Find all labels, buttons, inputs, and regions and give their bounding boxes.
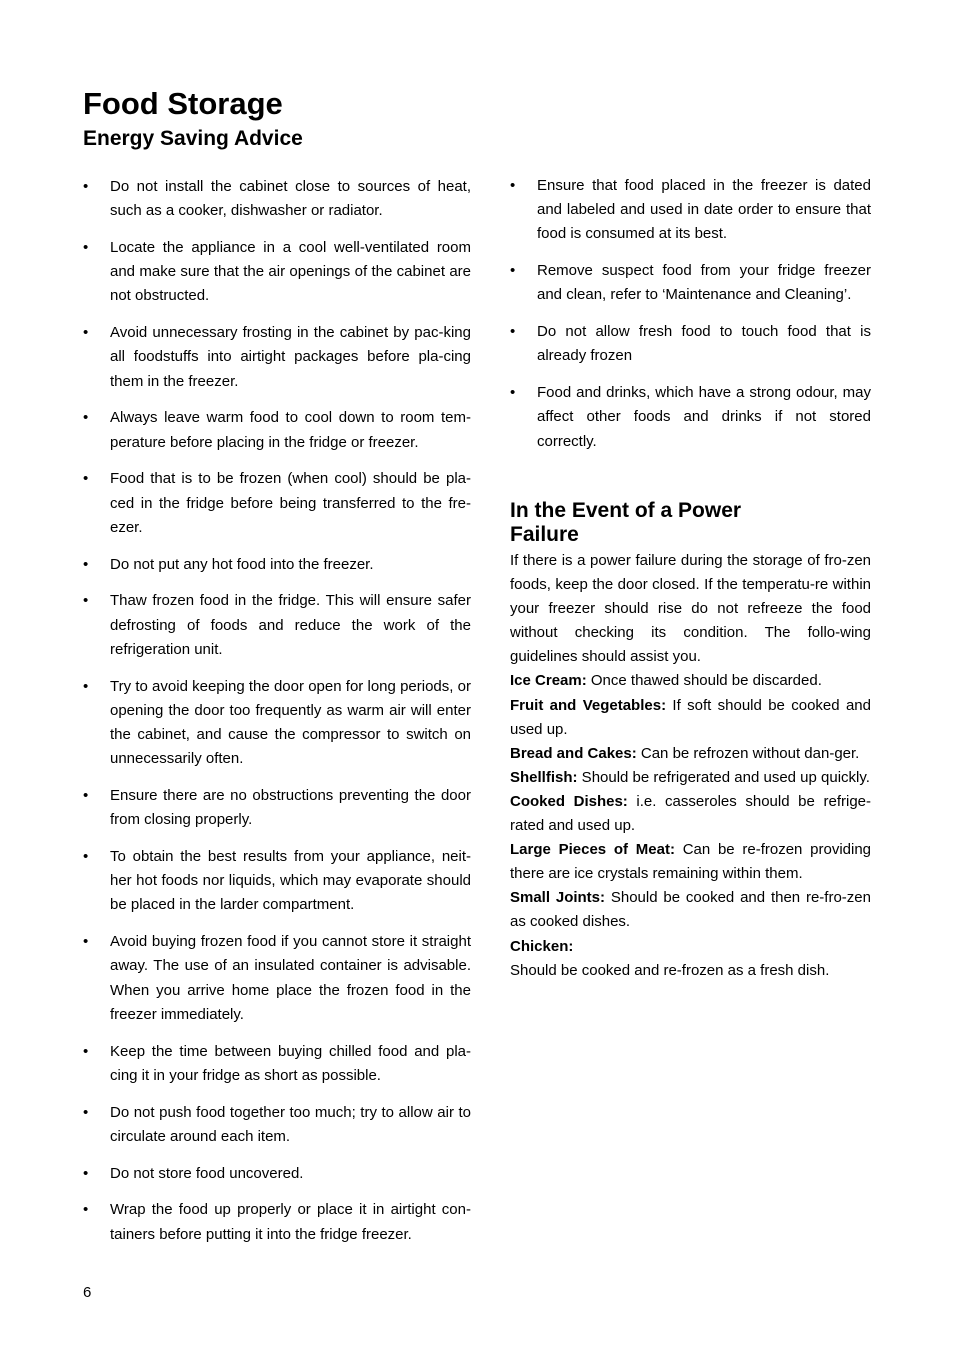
bullet-icon: • xyxy=(83,787,89,805)
power-failure-body xyxy=(510,549,871,983)
list-item-text: Avoid buying frozen food if you cannot store it straight away. The use of an insulated container is advisable. When you arrive home place the frozen food in the freezer immediately. xyxy=(110,933,471,1023)
list-item xyxy=(510,174,871,247)
bullet-icon: • xyxy=(83,1042,89,1060)
guideline-item xyxy=(510,886,871,934)
list-item-text: Food that is to be frozen (when cool) should be pla-ced in the fridge before being transferred to the fre-ezer. xyxy=(110,470,471,536)
list-item xyxy=(83,930,471,1027)
list-item xyxy=(510,259,871,307)
list-item-text: Keep the time between buying chilled food and pla-cing it in your fridge as short as possible. xyxy=(110,1042,471,1084)
bullet-icon: • xyxy=(510,384,516,402)
guideline-text: Should be refrigerated and used up quickly. xyxy=(577,768,870,786)
bullet-icon: • xyxy=(510,323,516,341)
list-item-text: Ensure that food placed in the freezer is dated and labeled and used in date order to ensure that food is consumed at its best. xyxy=(537,177,871,243)
guideline-label: Ice Cream: xyxy=(510,672,587,690)
bullet-icon: • xyxy=(83,1164,89,1182)
list-item xyxy=(83,675,471,772)
list-item xyxy=(83,589,471,662)
list-item-text: Always leave warm food to cool down to room tem-perature before placing in the fridge or freezer. xyxy=(110,409,471,451)
energy-advice-list-right xyxy=(510,174,871,454)
power-title-line2: Failure xyxy=(510,523,579,546)
left-column xyxy=(83,175,471,1259)
bullet-icon: • xyxy=(83,848,89,866)
list-item-text: Remove suspect food from your fridge freezer and clean, refer to ‘Maintenance and Cleaning’. xyxy=(537,262,871,304)
guideline-label: Bread and Cakes: xyxy=(510,744,637,762)
guideline-label: Shellfish: xyxy=(510,768,578,786)
list-item-text: Do not push food together too much; try to allow air to circulate around each item. xyxy=(110,1103,471,1145)
guideline-text: Can be refrozen without dan-ger. xyxy=(636,744,860,762)
guideline-text: Can be re-frozen providing there are ice crystals remaining within them. xyxy=(510,841,872,883)
list-item-text: Do not install the cabinet close to sources of heat, such as a cooker, dishwasher or radiator. xyxy=(110,178,471,220)
list-item xyxy=(83,406,471,454)
section-title-energy-saving: Energy Saving Advice xyxy=(83,127,303,150)
list-item xyxy=(83,321,471,394)
bullet-icon: • xyxy=(83,178,89,195)
list-item xyxy=(83,1040,471,1088)
bullet-icon: • xyxy=(83,470,89,488)
guideline-text: If soft should be cooked and used up. xyxy=(510,696,871,738)
page-title: Food Storage xyxy=(83,86,283,121)
power-title-line1: In the Event of a Power xyxy=(510,499,742,522)
guideline-label: Fruit and Vegetables: xyxy=(510,696,667,714)
list-item-text: Wrap the food up properly or place it in airtight con-tainers before putting it into the fridge freezer. xyxy=(110,1201,471,1243)
guideline-text: Should be cooked and then re-fro-zen as cooked dishes. xyxy=(510,889,871,931)
bullet-icon: • xyxy=(83,677,89,695)
bullet-icon: • xyxy=(83,1201,89,1219)
list-item xyxy=(83,553,471,577)
list-item-text: Thaw frozen food in the fridge. This will ensure safer defrosting of foods and reduce the work of the refrigeration unit. xyxy=(110,592,471,658)
list-item-text: Try to avoid keeping the door open for long periods, or opening the door too frequently as warm air will enter the cabinet, and cause the compressor to switch on unnecessarily often. xyxy=(110,677,471,768)
bullet-icon: • xyxy=(510,177,516,194)
list-item-text: Food and drinks, which have a strong odour, may affect other foods and drinks if not stored correctly. xyxy=(537,384,871,450)
energy-advice-list-left xyxy=(83,175,471,1247)
list-item xyxy=(83,175,471,223)
list-item-text: To obtain the best results from your appliance, neit-her hot foods nor liquids, which may evaporate should be placed in the larder compartment. xyxy=(110,848,471,914)
guideline-item xyxy=(510,766,871,790)
guideline-item xyxy=(510,935,871,959)
list-item-text: Locate the appliance in a cool well-ventilated room and make sure that the air openings of the cabinet are not obstructed. xyxy=(110,239,471,305)
bullet-icon: • xyxy=(83,555,89,573)
guideline-text: i.e. casseroles should be refrige-rated and used up. xyxy=(510,792,871,835)
bullet-icon: • xyxy=(83,592,89,610)
bullet-icon: • xyxy=(83,324,89,342)
list-item xyxy=(83,845,471,918)
list-item xyxy=(83,236,471,309)
bullet-icon: • xyxy=(83,1103,89,1121)
list-item xyxy=(83,1101,471,1149)
guideline-item xyxy=(510,694,871,742)
guideline-item xyxy=(510,790,871,838)
guideline-item xyxy=(510,742,871,766)
list-item-text: Do not store food uncovered. xyxy=(110,1164,304,1182)
list-item xyxy=(510,381,871,454)
list-item-text: Ensure there are no obstructions preventing the door from closing properly. xyxy=(110,787,471,829)
list-item xyxy=(83,1162,471,1186)
bullet-icon: • xyxy=(83,409,89,427)
guideline-text: Once thawed should be discarded. xyxy=(586,672,822,690)
bullet-icon: • xyxy=(83,239,89,256)
bullet-icon: • xyxy=(83,933,89,951)
list-item-text: Do not put any hot food into the freezer. xyxy=(110,555,374,573)
right-column xyxy=(510,174,871,466)
list-item xyxy=(510,320,871,368)
list-item-text: Avoid unnecessary frosting in the cabinet by pac-king all foodstuffs into airtight packages before pla-cing them in the freezer. xyxy=(110,324,471,390)
guideline-label: Cooked Dishes: xyxy=(510,792,628,810)
power-failure-intro: If there is a power failure during the storage of fro-zen foods, keep the door closed. If the temperatu-re within your freezer should rise do not refreeze the food without checking its condition. The follo-wing guidelines should assist you. xyxy=(510,552,871,666)
guideline-label: Chicken: xyxy=(510,937,574,955)
guideline-closing: Should be cooked and re-frozen as a fresh dish. xyxy=(510,961,830,979)
guideline-label: Small Joints: xyxy=(510,889,606,907)
list-item-text: Do not allow fresh food to touch food that is already frozen xyxy=(537,323,871,365)
list-item xyxy=(83,1198,471,1246)
guideline-item xyxy=(510,669,871,693)
section-title-power-failure xyxy=(510,499,810,547)
bullet-icon: • xyxy=(510,262,516,280)
guideline-label: Large Pieces of Meat: xyxy=(510,841,675,859)
list-item xyxy=(83,467,471,540)
guideline-item xyxy=(510,838,871,886)
list-item xyxy=(83,784,471,832)
page-number: 6 xyxy=(83,1284,92,1301)
